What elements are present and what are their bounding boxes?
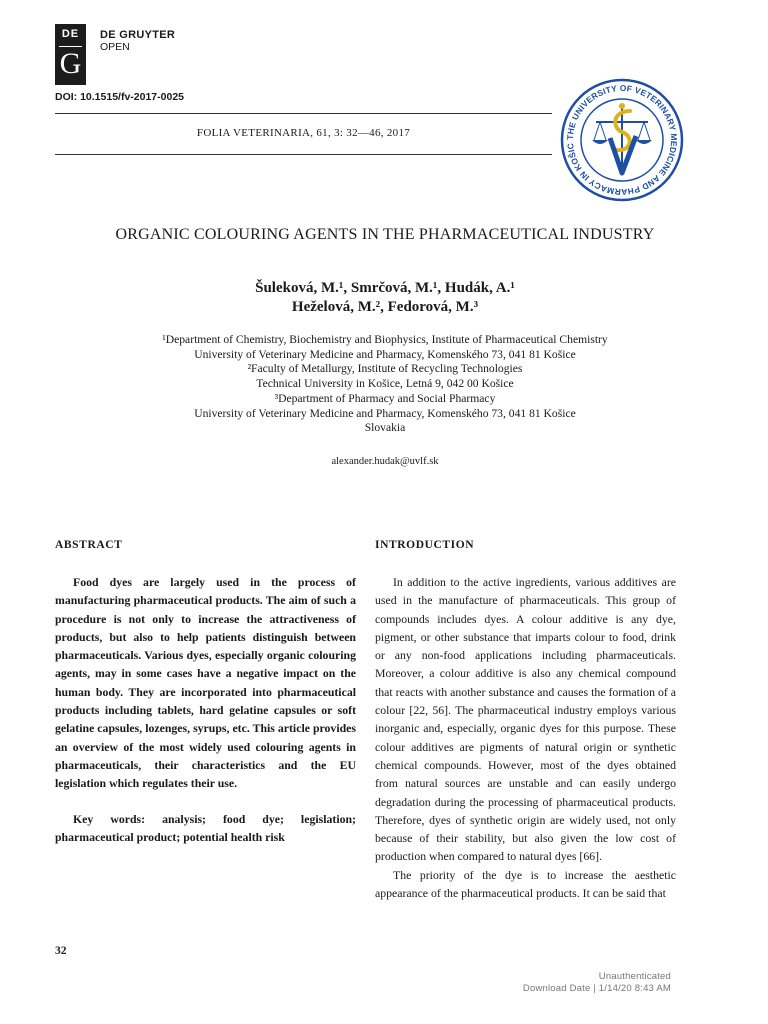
logo-text-bottom: G xyxy=(59,47,82,80)
authors-line-2: Heželová, M.², Fedorová, M.³ xyxy=(291,299,479,315)
journal-citation: FOLIA VETERINARIA, 61, 3: 32—46, 2017 xyxy=(196,127,411,139)
page-number: 32 xyxy=(55,945,67,957)
keywords: Key words: analysis; food dye; legislation; pharmaceutical product; potential health risk xyxy=(55,812,356,845)
header-rule-top xyxy=(55,113,552,114)
footer-line-1: Unauthenticated xyxy=(598,971,671,982)
publisher-logo xyxy=(55,24,86,85)
affiliation-line: Slovakia xyxy=(364,421,406,435)
logo-text-top: DE xyxy=(61,28,80,40)
seal-ring-text: THE UNIVERSITY OF VETERINARY MEDICINE AND PHARMACY IN KOŠIC xyxy=(564,82,680,198)
affiliation-line: University of Veterinary Medicine and Pharmacy, Komenského 73, 041 81 Košice xyxy=(194,347,576,361)
publisher-name: DE GRUYTER xyxy=(100,29,176,41)
seal-graphic xyxy=(560,78,684,202)
affiliations xyxy=(40,333,730,436)
affiliation-line: ²Faculty of Metallurgy, Institute of Recycling Technologies xyxy=(247,362,523,376)
introduction-text xyxy=(375,573,676,902)
affiliation-line: University of Veterinary Medicine and Pharmacy, Komenského 73, 041 81 Košice xyxy=(194,406,576,420)
publisher-sub: OPEN xyxy=(100,41,130,53)
article-title: ORGANIC COLOURING AGENTS IN THE PHARMACEUTICAL INDUSTRY xyxy=(115,226,655,243)
footer-line-2: Download Date | 1/14/20 8:43 AM xyxy=(522,983,671,994)
introduction-paragraph: In addition to the active ingredients, various additives are used in the manufacture of pharmaceuticals. This group of compounds includes dyes. A colour additive is any dye, pigment, or other substance that imparts colour to food, drink or any non-food applications including pharmaceuticals. Moreover, a colour additive is also any chemical compound that reacts with another substance and causes the formation of a colour [22, 56]. The pharmaceutical industry employs various inorganic and, especially, organic dyes for this purpose. These colour additives are pigments of natural origin or synthetic chemical compounds. However, most of the dyes obtained from natural sources are unstable and can easily undergo degradation during the processing of pharmaceutical products. Therefore, dyes of synthetic origin are widely used, not only because of their stability, but also given the low cost of production when compared to natural dyes [66]. xyxy=(375,575,676,864)
introduction-heading: INTRODUCTION xyxy=(375,539,475,551)
introduction-paragraph: The priority of the dye is to increase the aesthetic appearance of the pharmaceutical products. It can be said that xyxy=(375,867,676,901)
header-rule-bottom xyxy=(55,154,552,155)
download-footer xyxy=(470,971,671,995)
abstract-paragraph: Food dyes are largely used in the process of manufacturing pharmaceutical products. The aim of such a procedure is not only to increase the attractiveness of products, but also to help patients distinguish between pharmaceuticals. Various dyes, especially organic colouring agents, may in some cases have a negative impact on the human body. They are incorporated into pharmaceutical products including tablets, hard gelatine capsules or soft gelatine capsules, lozenges, syrups, etc. This article provides an overview of the most widely used colouring agents in pharmaceuticals, their characteristics and the EU legislation which regulates their use. xyxy=(55,575,356,791)
abstract-heading: ABSTRACT xyxy=(55,539,123,551)
author-list xyxy=(40,279,730,317)
affiliation-line: ³Department of Pharmacy and Social Pharmacy xyxy=(274,391,496,405)
abstract-text xyxy=(55,573,356,793)
doi[interactable]: DOI: 10.1515/fv-2017-0025 xyxy=(55,91,184,103)
affiliation-line: Technical University in Košice, Letná 9, 042 00 Košice xyxy=(256,377,514,391)
university-seal xyxy=(560,78,684,202)
corresponding-email[interactable]: alexander.hudak@uvlf.sk xyxy=(331,456,439,467)
affiliation-line: ¹Department of Chemistry, Biochemistry and Biophysics, Institute of Pharmaceutical Chemistry xyxy=(162,333,608,346)
authors-line-1: Šuleková, M.¹, Smrčová, M.¹, Hudák, A.¹ xyxy=(255,280,515,296)
publisher-name-block xyxy=(100,29,175,53)
